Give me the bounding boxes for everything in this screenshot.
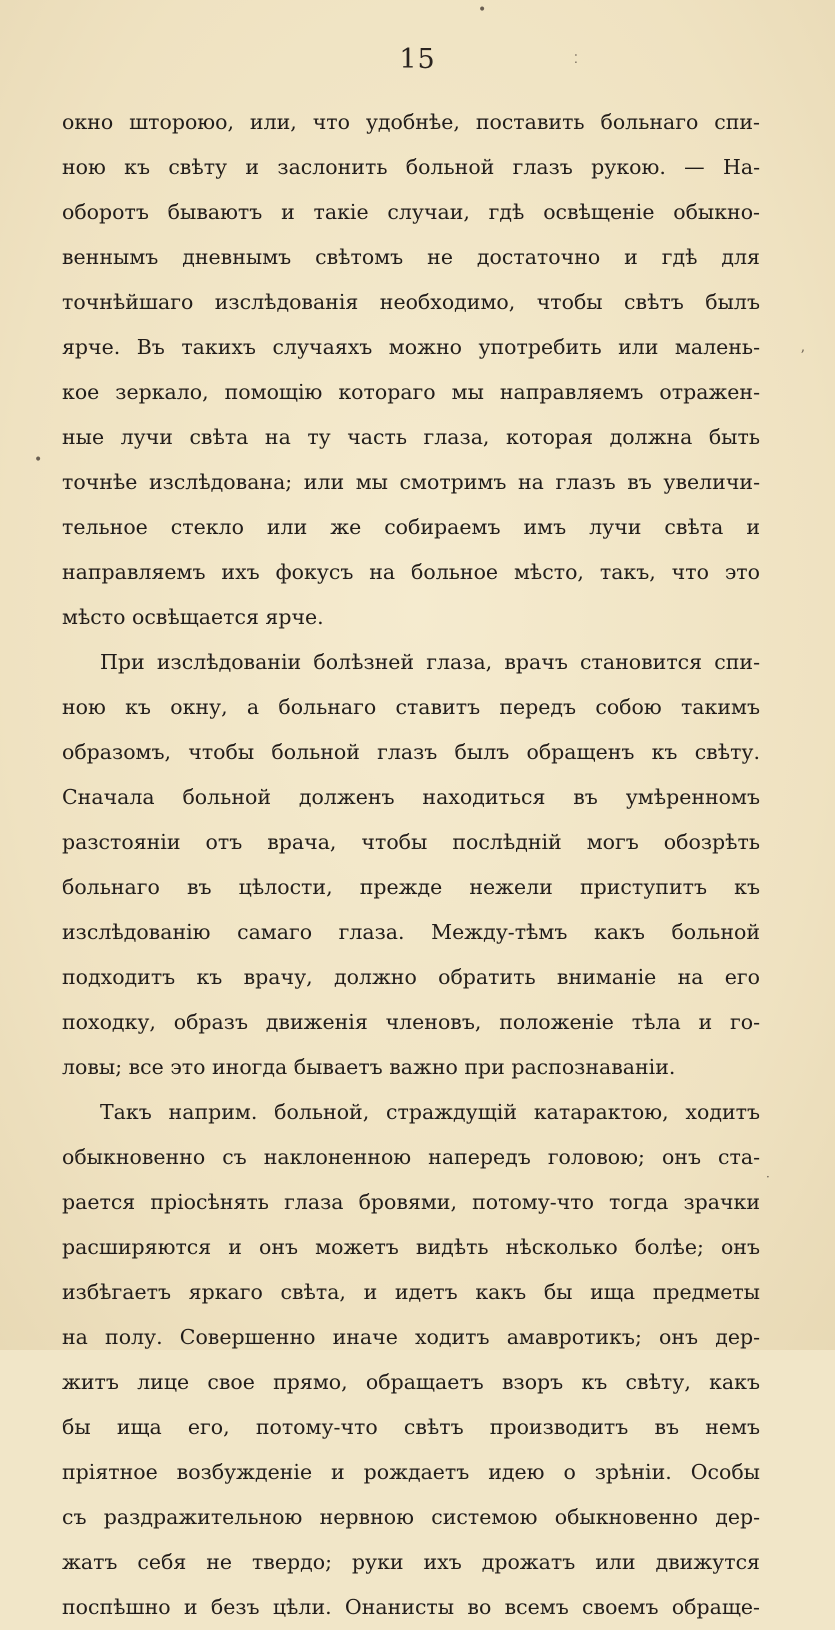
text-line: ною къ окну, а больнаго ставитъ передъ собою такимъ <box>62 695 760 719</box>
text-line: тельное стекло или же собираемъ имъ лучи свѣта и <box>62 515 760 539</box>
text-line: житъ лице свое прямо, обращаетъ взоръ къ свѣту, какъ <box>62 1370 760 1394</box>
text-line: разстояніи отъ врача, чтобы послѣдній могъ обозрѣть <box>62 830 760 854</box>
text-line: на полу. Совершенно иначе ходитъ амавротикъ; онъ дер- <box>62 1325 760 1349</box>
text-line: пріятное возбужденіе и рождаетъ идею о зрѣніи. Особы <box>62 1460 760 1484</box>
top-dot-mark: • <box>478 2 487 18</box>
text-line: направляемъ ихъ фокусъ на больное мѣсто, такъ, что это <box>62 560 760 584</box>
text-line: образомъ, чтобы больной глазъ былъ обращенъ къ свѣту. <box>62 740 760 764</box>
text-line: походку, образъ движенія членовъ, положеніе тѣла и го- <box>62 1010 760 1034</box>
text-line: ною къ свѣту и заслонить больной глазъ рукою. — На- <box>62 155 760 179</box>
margin-dot: · <box>766 1170 770 1184</box>
page-number: 15 <box>399 44 436 75</box>
margin-tick: ʼ <box>800 348 805 364</box>
text-line: бы ища его, потому-что свѣтъ производитъ въ немъ <box>62 1415 760 1439</box>
text-line: Такъ наприм. больной, страждущій катарактою, ходитъ <box>100 1100 760 1124</box>
text-line: обыкновенно съ наклоненною напередъ головою; онъ ста- <box>62 1145 760 1169</box>
body-text <box>62 100 760 1630</box>
text-line: кое зеркало, помощію котораго мы направляемъ отражен- <box>62 380 760 404</box>
text-line: точнѣйшаго изслѣдованія необходимо, чтобы свѣтъ былъ <box>62 290 760 314</box>
text-line: больнаго въ цѣлости, прежде нежели приступитъ къ <box>62 875 760 899</box>
margin-dot: • <box>34 452 43 468</box>
text-line: При изслѣдованіи болѣзней глаза, врачъ становится спи- <box>100 650 760 674</box>
text-line: ярче. Въ такихъ случаяхъ можно употребить или малень- <box>62 335 760 359</box>
text-line: рается пріосѣнять глаза бровями, потому-что тогда зрачки <box>62 1190 760 1214</box>
text-line: веннымъ дневнымъ свѣтомъ не достаточно и гдѣ для <box>62 245 760 269</box>
text-line: изслѣдованію самаго глаза. Между-тѣмъ какъ больной <box>62 920 760 944</box>
text-line: точнѣе изслѣдована; или мы смотримъ на глазъ въ увеличи- <box>62 470 760 494</box>
text-line: поспѣшно и безъ цѣли. Онанисты во всемъ своемъ обраще- <box>62 1595 760 1619</box>
text-line: съ раздражительною нервною системою обыкновенно дер- <box>62 1505 760 1529</box>
text-line: ловы; все это иногда бываетъ важно при распознаваніи. <box>62 1055 676 1079</box>
margin-speck: ⁚ <box>574 52 578 66</box>
text-line: ные лучи свѣта на ту часть глаза, которая должна быть <box>62 425 760 449</box>
text-line: оборотъ бываютъ и такіе случаи, гдѣ освѣщеніе обыкно- <box>62 200 760 224</box>
text-line: подходитъ къ врачу, должно обратить вниманіе на его <box>62 965 760 989</box>
text-line: избѣгаетъ яркаго свѣта, и идетъ какъ бы ища предметы <box>62 1280 760 1304</box>
text-line: Сначала больной долженъ находиться въ умѣренномъ <box>62 785 760 809</box>
text-line: расширяются и онъ можетъ видѣть нѣсколько болѣе; онъ <box>62 1235 760 1259</box>
text-line: жатъ себя не твердо; руки ихъ дрожатъ или движутся <box>62 1550 760 1574</box>
text-line: мѣсто освѣщается ярче. <box>62 605 324 629</box>
text-line: окно штороюо, или, что удобнѣе, поставить больнаго спи- <box>62 110 760 134</box>
